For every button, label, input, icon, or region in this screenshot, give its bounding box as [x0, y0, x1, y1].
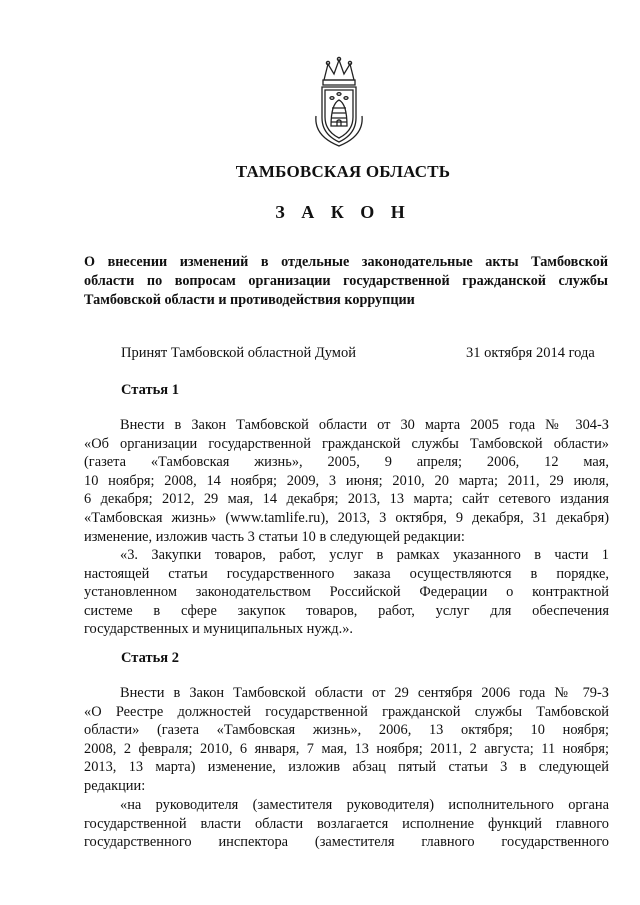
text-line: системе в сфере закупок товаров, работ, услуг для обеспечения — [84, 602, 609, 619]
text-line: изменение, изложив часть 3 статьи 10 в следующей редакции: — [84, 528, 465, 545]
law-title-line: О внесении изменений в отдельные законодательные акты Тамбовской — [84, 254, 608, 270]
region-title: ТАМБОВСКАЯ ОБЛАСТЬ — [235, 162, 451, 181]
text-line: области» (газета «Тамбовская жизнь», 2006, 13 октября; 10 ноября; — [84, 722, 609, 739]
article-2-paragraph-2 — [84, 796, 609, 852]
text-line: 2008, 2 февраля; 2010, 6 января, 7 мая, 13 ноября; 2011, 2 августа; 11 ноября; — [84, 740, 609, 757]
text-line: «3. Закупки товаров, работ, услуг в рамках указанного в части 1 — [120, 547, 609, 563]
text-line: Внести в Закон Тамбовской области от 29 сентября 2006 года № 79-З — [120, 685, 609, 701]
adopted-by: Принят Тамбовской областной Думой — [121, 345, 356, 361]
text-line: 6 декабря; 2012, 29 мая, 14 декабря; 2013, 13 марта; сайт сетевого издания — [84, 491, 609, 508]
text-line: государственной власти области возлагается исполнение функций главного — [84, 815, 609, 832]
article-2-paragraph-1 — [84, 684, 609, 796]
law-title-line: области по вопросам организации государственной гражданской службы — [84, 273, 608, 289]
text-line: государственного инспектора (заместителя главного государственного — [84, 834, 609, 851]
text-line: Внести в Закон Тамбовской области от 30 марта 2005 года № 304-З — [120, 417, 609, 433]
text-line: установленном законодательством Российской Федерации о контрактной — [84, 584, 609, 601]
text-line: «Об организации государственной гражданской службы Тамбовской области» — [84, 435, 609, 452]
article-2-heading: Статья 2 — [121, 650, 179, 666]
text-line: «на руководителя (заместителя руководителя) исполнительного органа — [120, 797, 609, 813]
text-line: «О Реестре должностей государственной гражданской службы Тамбовской — [84, 703, 609, 720]
article-1-heading: Статья 1 — [121, 382, 179, 398]
text-line: «Тамбовская жизнь» (www.tamlife.ru), 2013, 3 октября, 9 декабря, 31 декабря) — [84, 509, 609, 526]
text-line: 2013, 13 марта) изменение, изложив абзац пятый статьи 3 в следующей — [84, 759, 609, 776]
document-type-heading: З А К О Н — [275, 202, 411, 222]
law-title — [84, 253, 608, 310]
text-line: 10 ноября; 2008, 14 ноября; 2009, 3 июня; 2010, 20 марта; 2011, 29 июля, — [84, 472, 609, 489]
text-line: редакции: — [84, 777, 146, 794]
text-line: (газета «Тамбовская жизнь», 2005, 9 апреля; 2006, 12 мая, — [84, 454, 609, 471]
article-1-paragraph-1 — [84, 416, 609, 546]
text-line: настоящей статьи государственного заказа осуществляются в порядке, — [84, 565, 609, 582]
tambov-coat-of-arms-emblem — [312, 56, 366, 148]
article-1-paragraph-2 — [84, 546, 609, 639]
text-line: государственных и муниципальных нужд.». — [84, 621, 354, 638]
law-title-line: Тамбовской области и противодействия коррупции — [84, 292, 415, 308]
adoption-date: 31 октября 2014 года — [466, 345, 595, 361]
